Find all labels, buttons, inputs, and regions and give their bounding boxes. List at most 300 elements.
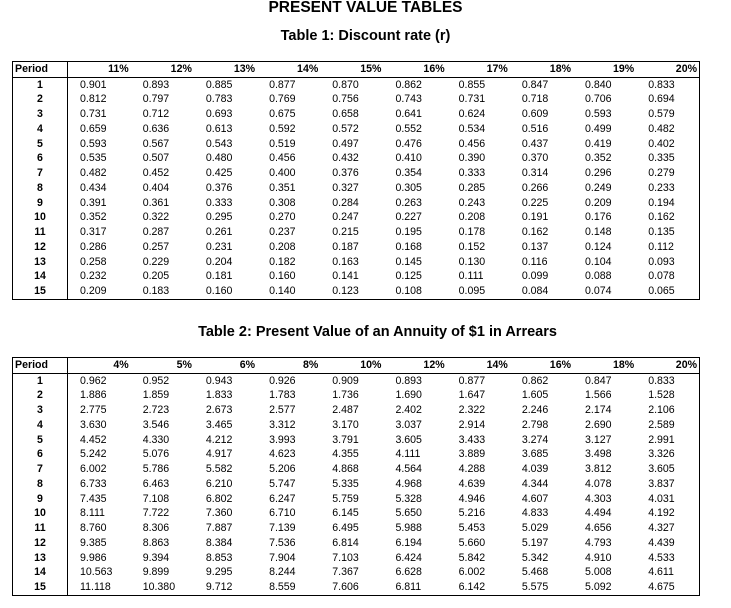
value-cell: 0.476	[395, 137, 422, 150]
value-cell: 2.246	[521, 404, 549, 417]
value-cell: 0.909	[332, 374, 359, 387]
value-cell: 0.352	[80, 211, 107, 224]
value-cell: 0.195	[395, 226, 422, 239]
value-cell: 4.656	[585, 522, 612, 535]
value-cell: 3.170	[332, 418, 359, 431]
value-cell: 0.208	[269, 240, 296, 253]
period-cell: 3	[13, 403, 68, 418]
period-cell: 13	[13, 255, 68, 270]
value-cell: 0.743	[395, 93, 422, 106]
value-cell: 0.840	[585, 78, 612, 91]
period-cell: 11	[13, 225, 68, 240]
value-cell: 0.480	[205, 152, 233, 165]
value-cell: 4.910	[585, 551, 612, 564]
value-cell: 0.693	[205, 108, 233, 121]
value-cell: 6.145	[332, 507, 359, 520]
table-row	[13, 566, 700, 581]
value-cell: 0.694	[648, 93, 675, 106]
value-cell: 0.095	[458, 285, 486, 298]
table-row	[13, 93, 700, 108]
value-cell: 0.535	[80, 152, 107, 165]
value-cell: 0.233	[648, 181, 675, 194]
value-cell: 0.952	[142, 374, 170, 387]
value-cell: 0.099	[521, 270, 549, 283]
value-cell: 0.926	[269, 374, 296, 387]
period-cell: 9	[13, 196, 68, 211]
value-cell: 0.116	[521, 255, 548, 268]
value-cell: 6.802	[205, 492, 233, 505]
value-cell: 0.833	[648, 374, 675, 387]
value-cell: 0.456	[458, 137, 486, 150]
value-cell: 4.212	[205, 433, 233, 446]
value-cell: 0.227	[395, 211, 422, 224]
table-row	[13, 107, 700, 122]
value-cell: 0.432	[332, 152, 359, 165]
table-row	[13, 255, 700, 270]
value-cell: 1.528	[648, 389, 675, 402]
value-cell: 0.308	[269, 196, 296, 209]
value-cell: 1.736	[332, 389, 359, 402]
value-cell: 0.286	[80, 240, 107, 253]
period-cell: 11	[13, 521, 68, 536]
value-cell: 4.031	[648, 492, 675, 505]
rate-column-header: 5%	[131, 358, 194, 374]
table2-title: Table 2: Present Value of an Annuity of $1 in Arrears	[198, 324, 557, 340]
value-cell: 0.351	[269, 181, 296, 194]
value-cell: 4.833	[521, 507, 549, 520]
table-row	[13, 433, 700, 448]
value-cell: 0.855	[458, 78, 486, 91]
value-cell: 0.225	[521, 196, 549, 209]
value-cell: 8.760	[80, 522, 107, 535]
table-row	[13, 521, 700, 536]
value-cell: 0.125	[395, 270, 422, 283]
value-cell: 7.606	[332, 581, 359, 594]
value-cell: 3.605	[648, 463, 675, 476]
value-cell: 3.326	[648, 448, 675, 461]
table-header-row	[13, 358, 700, 374]
value-cell: 3.274	[521, 433, 549, 446]
value-cell: 0.123	[332, 285, 359, 298]
value-cell: 4.623	[269, 448, 296, 461]
value-cell: 3.630	[80, 418, 107, 431]
value-cell: 6.247	[269, 492, 296, 505]
value-cell: 0.296	[585, 167, 612, 180]
value-cell: 0.209	[585, 196, 612, 209]
period-cell: 7	[13, 462, 68, 477]
table-row	[13, 462, 700, 477]
value-cell: 0.613	[205, 122, 233, 135]
table-row	[13, 403, 700, 418]
value-cell: 4.675	[648, 581, 675, 594]
period-cell: 1	[13, 373, 68, 388]
value-cell: 3.837	[648, 477, 675, 490]
value-cell: 0.163	[332, 255, 359, 268]
value-cell: 0.295	[205, 211, 233, 224]
value-cell: 0.376	[332, 167, 359, 180]
value-cell: 0.204	[205, 255, 233, 268]
value-cell: 0.182	[269, 255, 296, 268]
value-cell: 6.495	[332, 522, 359, 535]
value-cell: 0.065	[648, 285, 675, 298]
value-cell: 3.791	[332, 433, 359, 446]
rate-column-header: 10%	[320, 358, 383, 374]
value-cell: 0.130	[458, 255, 486, 268]
value-cell: 0.706	[585, 93, 612, 106]
rate-column-header: 16%	[383, 62, 446, 78]
value-cell: 4.039	[521, 463, 549, 476]
value-cell: 3.546	[142, 418, 170, 431]
value-cell: 0.893	[395, 374, 422, 387]
value-cell: 0.624	[458, 108, 486, 121]
value-cell: 0.145	[395, 255, 422, 268]
value-cell: 0.593	[80, 137, 107, 150]
value-cell: 0.284	[332, 196, 359, 209]
value-cell: 5.650	[395, 507, 422, 520]
value-cell: 0.137	[521, 240, 549, 253]
value-cell: 0.108	[395, 285, 422, 298]
value-cell: 4.439	[648, 536, 675, 549]
period-cell: 6	[13, 152, 68, 167]
value-cell: 0.425	[205, 167, 233, 180]
value-cell: 8.853	[205, 551, 233, 564]
rate-column-header: 4%	[68, 358, 131, 374]
value-cell: 5.076	[142, 448, 170, 461]
value-cell: 5.216	[458, 507, 486, 520]
value-cell: 5.842	[458, 551, 486, 564]
value-cell: 0.497	[332, 137, 359, 150]
value-cell: 0.135	[648, 226, 675, 239]
value-cell: 0.287	[142, 226, 170, 239]
value-cell: 0.452	[142, 167, 170, 180]
value-cell: 0.482	[80, 167, 107, 180]
value-cell: 4.327	[648, 522, 675, 535]
period-cell: 2	[13, 389, 68, 404]
value-cell: 9.295	[205, 566, 233, 579]
period-cell: 2	[13, 93, 68, 108]
value-cell: 0.769	[269, 93, 296, 106]
value-cell: 0.534	[458, 122, 486, 135]
value-cell: 7.108	[142, 492, 170, 505]
value-cell: 5.575	[521, 581, 549, 594]
value-cell: 4.494	[585, 507, 612, 520]
table-row	[13, 166, 700, 181]
value-cell: 7.536	[269, 536, 296, 549]
value-cell: 2.914	[458, 418, 486, 431]
value-cell: 6.194	[395, 536, 422, 549]
value-cell: 5.197	[521, 536, 549, 549]
discount-rate-table	[12, 61, 700, 300]
value-cell: 0.361	[142, 196, 170, 209]
period-cell: 6	[13, 448, 68, 463]
value-cell: 0.187	[332, 240, 359, 253]
rate-column-header: 16%	[510, 358, 573, 374]
period-cell: 15	[13, 580, 68, 595]
value-cell: 6.811	[395, 581, 422, 594]
value-cell: 3.685	[521, 448, 549, 461]
period-cell: 9	[13, 492, 68, 507]
rate-column-header: 12%	[383, 358, 446, 374]
rate-column-header: 17%	[447, 62, 510, 78]
rate-column-header: 12%	[131, 62, 194, 78]
value-cell: 0.893	[142, 78, 170, 91]
value-cell: 0.237	[269, 226, 296, 239]
value-cell: 0.191	[521, 211, 549, 224]
value-cell: 0.194	[648, 196, 675, 209]
value-cell: 5.582	[205, 463, 233, 476]
value-cell: 0.402	[648, 137, 675, 150]
value-cell: 0.400	[269, 167, 296, 180]
table-row	[13, 225, 700, 240]
value-cell: 0.434	[80, 181, 107, 194]
value-cell: 4.946	[458, 492, 486, 505]
value-cell: 0.148	[585, 226, 612, 239]
value-cell: 4.355	[332, 448, 359, 461]
value-cell: 0.797	[142, 93, 170, 106]
value-cell: 1.886	[80, 389, 107, 402]
rate-column-header: 20%	[636, 358, 699, 374]
value-cell: 10.380	[142, 581, 176, 594]
value-cell: 2.775	[80, 404, 107, 417]
value-cell: 1.833	[205, 389, 233, 402]
value-cell: 4.288	[458, 463, 486, 476]
value-cell: 0.205	[142, 270, 170, 283]
table-row	[13, 137, 700, 152]
value-cell: 0.111	[458, 270, 484, 283]
value-cell: 0.261	[205, 226, 233, 239]
value-cell: 0.567	[142, 137, 170, 150]
value-cell: 4.639	[458, 477, 486, 490]
period-cell: 7	[13, 166, 68, 181]
value-cell: 2.673	[205, 404, 233, 417]
value-cell: 0.258	[80, 255, 107, 268]
value-cell: 2.798	[521, 418, 549, 431]
value-cell: 0.327	[332, 181, 359, 194]
value-cell: 7.367	[332, 566, 359, 579]
value-cell: 7.904	[269, 551, 296, 564]
value-cell: 4.564	[395, 463, 422, 476]
value-cell: 5.242	[80, 448, 107, 461]
period-cell: 12	[13, 536, 68, 551]
value-cell: 4.452	[80, 433, 107, 446]
value-cell: 0.209	[80, 285, 107, 298]
value-cell: 0.675	[269, 108, 296, 121]
value-cell: 1.605	[521, 389, 549, 402]
value-cell: 0.437	[521, 137, 549, 150]
value-cell: 0.519	[269, 137, 296, 150]
value-cell: 0.078	[648, 270, 675, 283]
value-cell: 0.877	[458, 374, 486, 387]
value-cell: 0.962	[80, 374, 107, 387]
value-cell: 3.889	[458, 448, 486, 461]
value-cell: 6.142	[458, 581, 486, 594]
period-cell: 4	[13, 122, 68, 137]
value-cell: 7.722	[142, 507, 170, 520]
table-row	[13, 477, 700, 492]
period-cell: 5	[13, 433, 68, 448]
value-cell: 5.759	[332, 492, 359, 505]
table-row	[13, 492, 700, 507]
value-cell: 4.917	[205, 448, 233, 461]
table-row	[13, 507, 700, 522]
period-column-header: Period	[13, 62, 68, 78]
value-cell: 6.710	[269, 507, 296, 520]
value-cell: 0.232	[80, 270, 107, 283]
table-row	[13, 418, 700, 433]
value-cell: 5.660	[458, 536, 486, 549]
value-cell: 4.111	[395, 448, 421, 461]
value-cell: 0.104	[585, 255, 612, 268]
value-cell: 0.847	[585, 374, 612, 387]
period-cell: 10	[13, 211, 68, 226]
value-cell: 7.103	[332, 551, 359, 564]
rate-column-header: 6%	[194, 358, 257, 374]
period-cell: 3	[13, 107, 68, 122]
value-cell: 4.330	[142, 433, 170, 446]
table-row	[13, 152, 700, 167]
value-cell: 0.093	[648, 255, 675, 268]
value-cell: 1.690	[395, 389, 422, 402]
value-cell: 5.335	[332, 477, 359, 490]
value-cell: 3.812	[585, 463, 612, 476]
rate-column-header: 14%	[257, 62, 320, 78]
value-cell: 0.370	[521, 152, 549, 165]
value-cell: 0.833	[648, 78, 675, 91]
value-cell: 0.552	[395, 122, 422, 135]
value-cell: 0.592	[269, 122, 296, 135]
value-cell: 0.124	[585, 240, 612, 253]
value-cell: 3.037	[395, 418, 422, 431]
value-cell: 1.859	[142, 389, 170, 402]
value-cell: 0.885	[205, 78, 233, 91]
value-cell: 0.847	[521, 78, 549, 91]
value-cell: 4.344	[521, 477, 549, 490]
value-cell: 0.609	[521, 108, 549, 121]
value-cell: 0.181	[205, 270, 233, 283]
value-cell: 0.943	[205, 374, 233, 387]
value-cell: 0.862	[395, 78, 422, 91]
value-cell: 0.659	[80, 122, 107, 135]
value-cell: 8.244	[269, 566, 296, 579]
value-cell: 0.317	[80, 226, 107, 239]
value-cell: 0.257	[142, 240, 170, 253]
value-cell: 5.342	[521, 551, 549, 564]
value-cell: 0.870	[332, 78, 359, 91]
value-cell: 6.733	[80, 477, 107, 490]
value-cell: 1.647	[458, 389, 486, 402]
value-cell: 5.092	[585, 581, 612, 594]
table-row	[13, 284, 700, 299]
rate-column-header: 20%	[636, 62, 699, 78]
value-cell: 3.498	[585, 448, 612, 461]
table1-title: Table 1: Discount rate (r)	[280, 28, 451, 44]
table-row	[13, 211, 700, 226]
value-cell: 0.877	[269, 78, 296, 91]
value-cell: 0.718	[521, 93, 549, 106]
value-cell: 5.468	[521, 566, 549, 579]
value-cell: 5.786	[142, 463, 170, 476]
value-cell: 0.279	[648, 167, 675, 180]
period-cell: 15	[13, 284, 68, 299]
value-cell: 5.988	[395, 522, 422, 535]
value-cell: 0.084	[521, 285, 549, 298]
value-cell: 0.731	[80, 108, 107, 121]
value-cell: 0.783	[205, 93, 233, 106]
value-cell: 6.814	[332, 536, 359, 549]
value-cell: 0.354	[395, 167, 422, 180]
rate-column-header: 13%	[194, 62, 257, 78]
value-cell: 6.210	[205, 477, 233, 490]
value-cell: 0.901	[80, 78, 107, 91]
value-cell: 3.605	[395, 433, 422, 446]
table-row	[13, 580, 700, 595]
value-cell: 0.390	[458, 152, 486, 165]
value-cell: 4.611	[648, 566, 674, 579]
rate-column-header: 11%	[68, 62, 131, 78]
table-row	[13, 373, 700, 388]
value-cell: 9.986	[80, 551, 107, 564]
value-cell: 0.168	[395, 240, 422, 253]
value-cell: 1.783	[269, 389, 296, 402]
rate-column-header: 14%	[447, 358, 510, 374]
value-cell: 4.607	[521, 492, 549, 505]
value-cell: 5.029	[521, 522, 549, 535]
value-cell: 0.731	[458, 93, 486, 106]
value-cell: 4.192	[648, 507, 675, 520]
period-cell: 5	[13, 137, 68, 152]
value-cell: 0.183	[142, 285, 170, 298]
value-cell: 0.215	[332, 226, 359, 239]
value-cell: 0.456	[269, 152, 296, 165]
period-cell: 1	[13, 77, 68, 92]
value-cell: 0.516	[521, 122, 549, 135]
value-cell: 0.229	[142, 255, 170, 268]
value-cell: 0.112	[648, 240, 674, 253]
value-cell: 9.394	[142, 551, 170, 564]
value-cell: 0.266	[521, 181, 549, 194]
value-cell: 0.404	[142, 181, 170, 194]
period-cell: 8	[13, 181, 68, 196]
value-cell: 0.247	[332, 211, 359, 224]
value-cell: 2.690	[585, 418, 612, 431]
value-cell: 5.453	[458, 522, 486, 535]
period-cell: 12	[13, 240, 68, 255]
value-cell: 0.314	[521, 167, 549, 180]
value-cell: 0.712	[142, 108, 170, 121]
value-cell: 0.482	[648, 122, 675, 135]
value-cell: 11.118	[80, 581, 111, 594]
period-cell: 13	[13, 551, 68, 566]
value-cell: 0.499	[585, 122, 612, 135]
value-cell: 0.507	[142, 152, 170, 165]
table-header-row	[13, 62, 700, 78]
table-row	[13, 270, 700, 285]
value-cell: 0.593	[585, 108, 612, 121]
value-cell: 0.641	[395, 108, 422, 121]
rate-column-header: 15%	[320, 62, 383, 78]
value-cell: 0.162	[648, 211, 675, 224]
value-cell: 3.993	[269, 433, 296, 446]
value-cell: 8.559	[269, 581, 296, 594]
value-cell: 6.002	[80, 463, 107, 476]
value-cell: 9.385	[80, 536, 107, 549]
table-row	[13, 240, 700, 255]
value-cell: 6.463	[142, 477, 170, 490]
value-cell: 4.078	[585, 477, 612, 490]
table-row	[13, 181, 700, 196]
value-cell: 8.863	[142, 536, 170, 549]
value-cell: 0.231	[205, 240, 233, 253]
